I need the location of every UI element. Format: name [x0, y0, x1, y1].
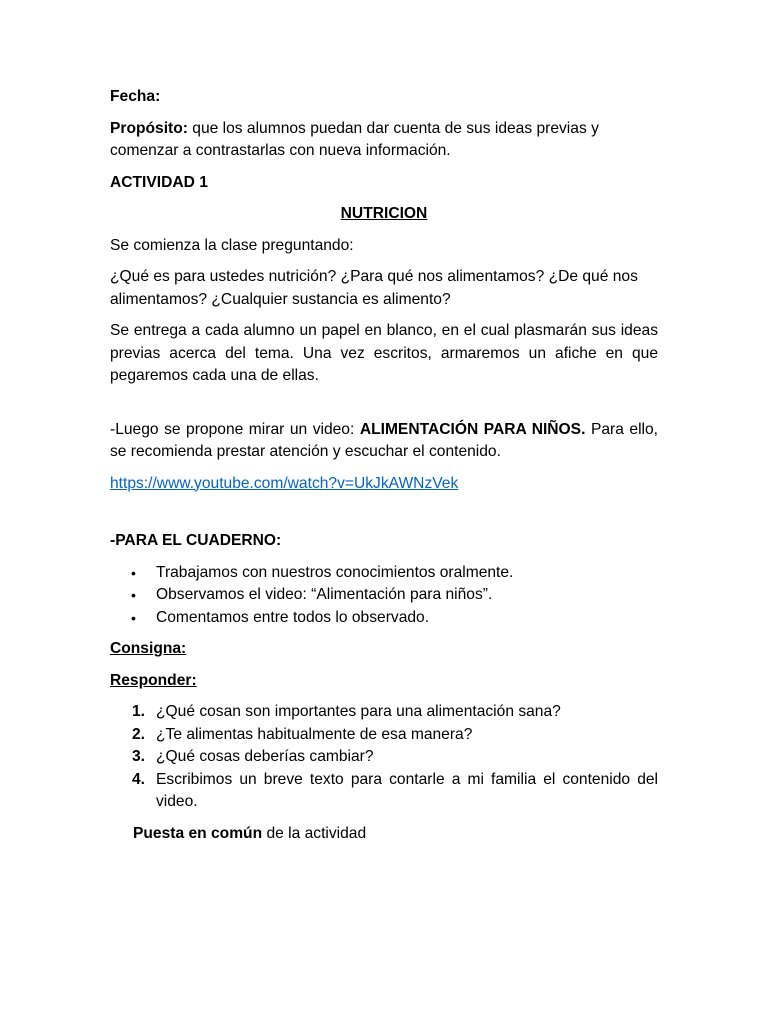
bullet-icon: •: [131, 564, 136, 581]
item-text: Escribimos un breve texto para contarle a mi familia el contenido del video.: [156, 770, 658, 810]
video-paragraph: [110, 419, 658, 464]
puesta-rest: de la actividad: [262, 824, 367, 842]
bullet-text: Trabajamos con nuestros conocimientos oralmente.: [156, 563, 514, 581]
paper-activity-paragraph: Se entrega a cada alumno un papel en blanco, en el cual plasmarán sus ideas previas acerca del tema. Una vez escritos, armaremos un afiche en que pegaremos cada una de ellas.: [110, 322, 658, 384]
consigna-heading: Consigna:: [110, 640, 187, 657]
list-item: [110, 562, 658, 585]
item-number: 4.: [132, 770, 146, 788]
youtube-link[interactable]: https://www.youtube.com/watch?v=UkJkAWNzVek: [110, 474, 459, 492]
list-item: [110, 701, 658, 724]
video-instruction-text: Para ello, se recomienda prestar atención y escuchar el contenido.: [110, 420, 659, 460]
page-title: NUTRICION: [340, 205, 428, 222]
list-item: [110, 746, 658, 769]
puesta-paragraph: [110, 823, 658, 846]
proposito-text: que los alumnos puedan dar cuenta de sus ideas previas y comenzar a contrastarlas con nueva información.: [110, 119, 599, 159]
bullet-text: Observamos el video: “Alimentación para niños”.: [156, 586, 493, 603]
document-page: [110, 86, 658, 845]
bullet-icon: •: [131, 609, 136, 626]
intro-paragraph: Se comienza la clase preguntando:: [110, 236, 354, 254]
list-item: [110, 607, 658, 630]
item-number: 1.: [132, 703, 146, 720]
proposito-paragraph: [110, 118, 658, 163]
fecha-line: [110, 86, 658, 109]
list-item: [110, 769, 658, 814]
puesta-bold: Puesta en común: [133, 824, 263, 842]
responder-heading: Responder:: [110, 671, 197, 689]
bullet-text: Comentamos entre todos lo observado.: [156, 608, 430, 626]
questions-paragraph: ¿Qué es para ustedes nutrición? ¿Para qué nos alimentamos? ¿De qué nos alimentamos? ¿Cualquier sustancia es alimento?: [110, 268, 638, 308]
link-paragraph: [110, 473, 658, 496]
video-intro-text: -Luego se propone mirar un video:: [110, 420, 360, 438]
proposito-label: Propósito:: [110, 119, 188, 137]
list-item: [110, 724, 658, 747]
item-text: ¿Qué cosan son importantes para una alimentación sana?: [156, 703, 561, 720]
item-number: 3.: [132, 748, 146, 765]
fecha-label: Fecha:: [110, 88, 161, 105]
questions-numbered-list: [110, 701, 658, 814]
item-text: ¿Qué cosas deberías cambiar?: [156, 748, 374, 765]
video-title: ALIMENTACIÓN PARA NIÑOS.: [359, 420, 586, 438]
cuaderno-heading: -PARA EL CUADERNO:: [110, 532, 282, 549]
item-text: ¿Te alimentas habitualmente de esa manera?: [156, 725, 473, 743]
actividad-heading: ACTIVIDAD 1: [110, 173, 208, 191]
bullet-icon: •: [131, 587, 136, 603]
item-number: 2.: [132, 725, 146, 743]
cuaderno-bullet-list: [110, 562, 658, 630]
list-item: [110, 584, 658, 607]
